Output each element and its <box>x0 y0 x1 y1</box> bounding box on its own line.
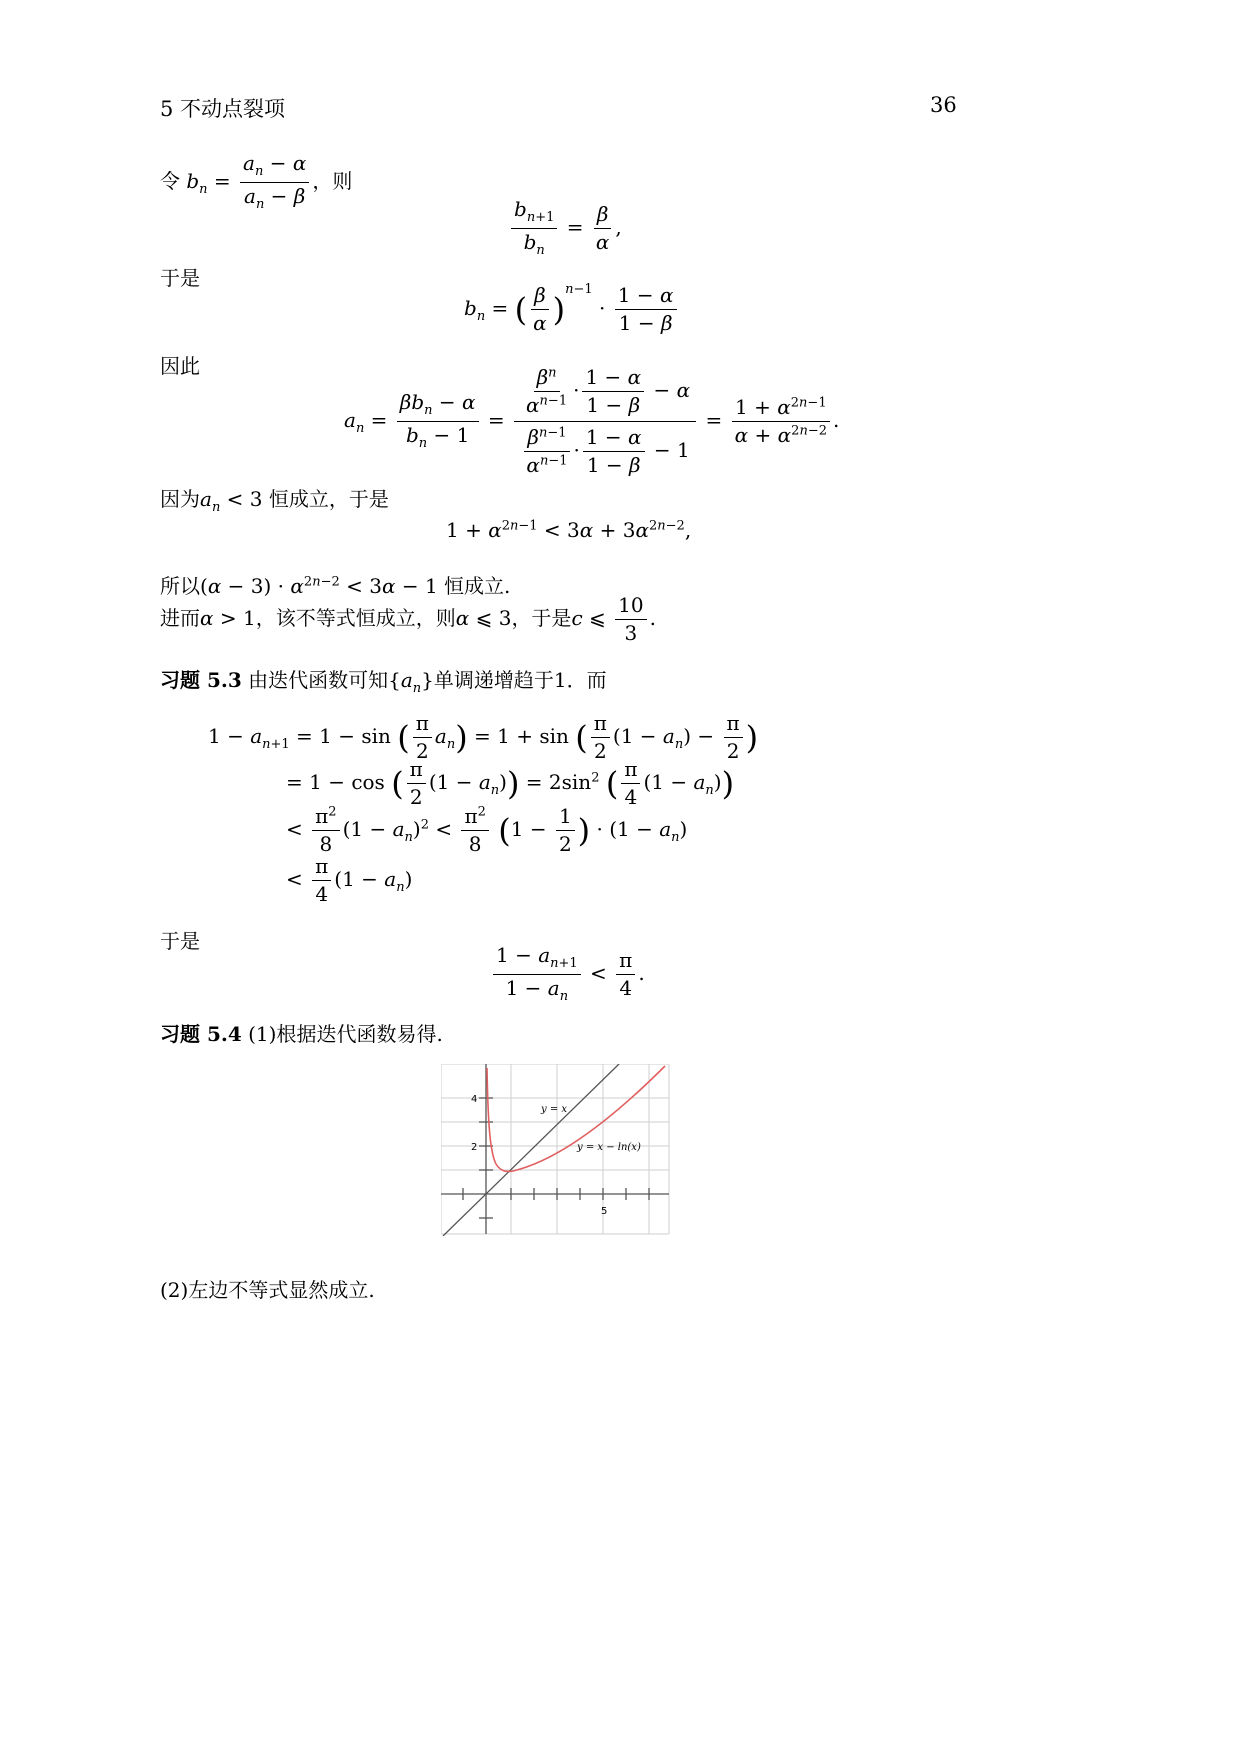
ex53-hence: 于是 <box>160 929 200 953</box>
eq-inequality-1: $1 + \alpha^{2n-1} < 3\alpha + 3\alpha^{2n-2}$, <box>446 518 692 542</box>
eq-an: $a_n$ = $\frac{\beta b_n - \alpha}{b_n - 1}$ = $\frac{\beta^n}{\alpha^{n-1}}$ · $\frac{1 - \alpha}{1 - \beta}$ − α $\frac{\beta^{n-1}}{\alpha^{n-1}}$ · $\frac{1 - \alpha}{1 - \beta}$ − 1 = $\frac{1 + \alpha^{2n-1}}{\alpha + \alpha^{2n-2}}$ . <box>344 365 840 477</box>
ex53-label: 习题 5.3 <box>160 668 242 692</box>
text-further-tail: ，于是 <box>511 606 572 630</box>
text-hence-1: 于是 <box>160 266 200 290</box>
further-line: 进而α > 1，该不等式恒成立，则α ⩽ 3，于是c ⩽ $\frac{10}{3}$ . <box>160 593 656 645</box>
page-number: 36 <box>930 93 957 117</box>
text-further-mid: ，该不等式恒成立，则 <box>255 606 456 630</box>
figure-graph <box>441 1064 671 1236</box>
text-therefore: 因此 <box>160 354 200 378</box>
eq-53-row4: < $\frac{\pi}{4}$ $(1 - a_n)$ <box>286 854 413 906</box>
label-curve: y = x − ln(x) <box>577 1142 641 1153</box>
eq-53-row2: = 1 − cos ( $\frac{\pi}{2}$ $(1 - a_n)) = 2\sin^2$ ( $\frac{\pi}{4}$ $(1 - a_n)$) <box>286 757 735 809</box>
text-since: 因为 <box>160 487 200 511</box>
eq-53-row3: < $\frac{\pi^2}{8}$ $(1 - a_n)^2$ < $\frac{\pi^2}{8}$ (1 − $\frac{1}{2}$ ) · $(1 - a_n)$ <box>286 804 688 856</box>
xtick-5: 5 <box>601 1206 608 1217</box>
text-then: ，则 <box>312 168 353 193</box>
ex53-line: 习题 5.3 由迭代函数可知$\{a_n\}$单调递增趋于1．而 <box>160 668 607 696</box>
ex53-text-end: ．而 <box>566 668 607 692</box>
since-line: 因为$a_n < 3$ 恒成立，于是 <box>160 487 389 515</box>
section-header: 5 不动点裂项 <box>160 97 286 121</box>
ytick-2: 2 <box>471 1142 478 1153</box>
eq-ratio: $\frac{b_{n+1}}{b_n}$ = $\frac{\beta}{\alpha}$ , <box>508 198 622 259</box>
curve-x-minus-lnx <box>487 1066 665 1171</box>
so-line: 所以$(\alpha - 3) \cdot \alpha^{2n-2} < 3\alpha - 1$ 恒成立. <box>160 574 511 598</box>
ex54-line <box>160 1018 443 1047</box>
ex54-text: (1)根据迭代函数易得. <box>248 1022 443 1046</box>
text-so-tail: 恒成立. <box>444 574 511 598</box>
eq-bn: $b_n$ = ( $\frac{\beta}{\alpha}$ )$^{n-1}$ · $\frac{1 - \alpha}{1 - \beta}$ <box>464 282 680 335</box>
eq-53-row1: $1 - a_{n+1} = 1 - \sin$ ( $\frac{\pi}{2}$ $a_n) = 1 + \sin$ ( $\frac{\pi}{2}$ $(1 - a_n)$ − $\frac{\pi}{2}$ ) <box>208 711 759 763</box>
text-so: 所以 <box>160 574 200 598</box>
ex53-text-tail: 单调递增趋于 <box>433 668 554 692</box>
text-since-tail: 恒成立，于是 <box>268 487 389 511</box>
label-line: y = x <box>541 1104 568 1115</box>
text-further: 进而 <box>160 606 200 630</box>
ytick-4: 4 <box>471 1094 478 1105</box>
def-bn-line: 令 $b_n$ = $\frac{a_n - \alpha}{a_n - \beta}$ ，则 <box>160 151 353 212</box>
ex54-part2: (2)左边不等式显然成立. <box>160 1278 375 1302</box>
text-lead: 令 <box>160 168 180 193</box>
ex54-label: 习题 5.4 <box>160 1022 242 1046</box>
eq-53-result: $\frac{1 - a_{n+1}}{1 - a_n}$ < $\frac{\pi}{4}$ . <box>490 944 645 1005</box>
ex53-text: 由迭代函数可知 <box>248 668 389 692</box>
